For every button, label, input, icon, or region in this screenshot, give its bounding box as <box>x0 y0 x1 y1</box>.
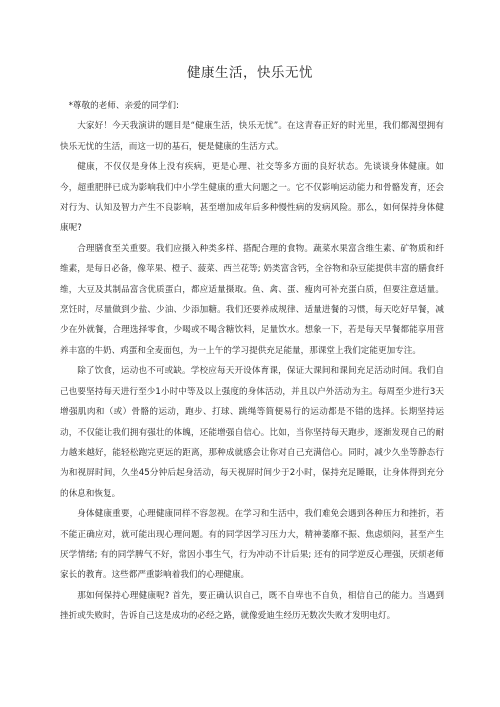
body-paragraph: 身体健康重要，心理健康同样不容忽视。在学习和生活中，我们难免会遇到各种压力和挫折，若不能正确应对，就可能出现心理问题。有的同学因学习压力大，精神萎靡不振、焦虑烦闷，甚至产生厌学情绪; 有的同学脾气不好，常因小事生气，行为冲动不计后果; 还有的同学逆反心理强，厌烦老师家长的教育。这些都严重影响着我们的心理健康。 <box>60 509 444 581</box>
body-paragraph: 健康，不仅仅是身体上没有疾病，更是心理、社交等多方面的良好状态。先谈谈身体健康。如今，超重肥胖已成为影响我们中小学生健康的重大问题之一。它不仅影响运动能力和骨骼发育，还会对行为、认知及智力产生不良影响，甚至增加成年后多种慢性病的发病风险。那么，如何保持身体健康呢? <box>60 162 444 234</box>
opening-paragraph: 大家好！今天我演讲的题目是“健康生活，快乐无忧”。在这青春正好的时光里，我们都渴望拥有快乐无忧的生活，而这一切的基石，便是健康的生活方式。 <box>60 121 444 152</box>
body-paragraph: 合理膳食至关重要。我们应摄入种类多样、搭配合理的食物。蔬菜水果富含维生素、矿物质和纤维素，是每日必备，像苹果、橙子、菠菜、西兰花等; 奶类富含钙，全谷物和杂豆能提供丰富的膳食纤维，大豆及其制品富含优质蛋白，都应适量摄取。鱼、禽、蛋、瘦肉可补充蛋白质，但要注意适量。烹饪时，尽量做到少盐、少油、少添加糖。我们还要养成规律、适量进餐的习惯，每天吃好早餐，减少在外就餐，合理选择零食，少喝或不喝含糖饮料，足量饮水。想象一下，若是每天早餐都能享用营养丰富的牛奶、鸡蛋和全麦面包，为一上午的学习提供充足能量，那课堂上我们定能更加专注。 <box>60 243 444 356</box>
body-paragraph: 除了饮食，运动也不可或缺。学校应每天开设体育课，保证大课间和课间充足活动时间。我们自己也要坚持每天进行至少1小时中等及以上强度的身体活动，并且以户外活动为主。每周至少进行3天增强肌肉和（或）骨骼的运动，跑步、打球、跳绳等简便易行的运动都是不错的选择。长期坚持运动，不仅能让我们拥有强壮的体魄，还能增强自信心。比如，当你坚持每天跑步，逐渐发现自己的耐力越来越好，能轻松跑完更远的距离，那种成就感会让你对自己充满信心。同时，减少久坐等静态行为和视屏时间，久坐45分钟后起身活动，每天视屏时间少于2小时，保持充足睡眠，让身体得到充分的休息和恢复。 <box>60 366 444 499</box>
document-title: 健康生活，快乐无忧 <box>187 65 313 81</box>
document-body <box>60 96 444 627</box>
body-paragraph: 那如何保持心理健康呢? 首先，要正确认识自己，既不自卑也不自负，相信自己的能力。当遇到挫折或失败时，告诉自己这是成功的必经之路，就像爱迪生经历无数次失败才发明电灯。 <box>60 590 444 622</box>
salutation-paragraph: *尊敬的老师、亲爱的同学们: <box>68 101 179 111</box>
